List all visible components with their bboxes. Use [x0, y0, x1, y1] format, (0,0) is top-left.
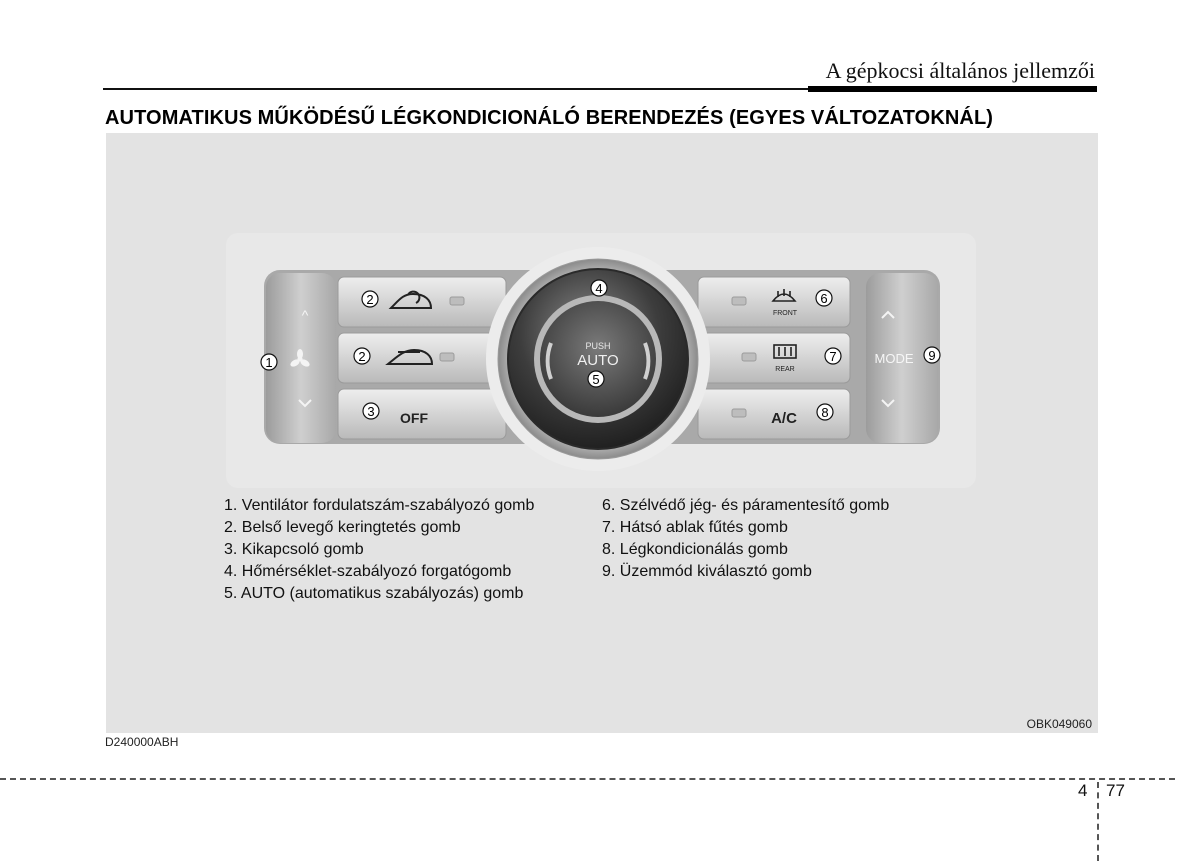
callout-2-recirculation: [362, 291, 378, 307]
callout-6: [816, 290, 832, 306]
chapter-number: 4: [1078, 781, 1088, 800]
caption-item: 3. Kikapcsoló gomb: [224, 541, 364, 558]
chevron-up-icon: ^: [301, 307, 309, 323]
svg-text:1: 1: [265, 355, 273, 370]
indicator-led: [732, 297, 746, 305]
callout-4: [591, 280, 607, 296]
caption-list-right: [602, 495, 889, 583]
front-label: FRONT: [772, 310, 798, 317]
off-label: OFF: [400, 410, 428, 426]
svg-text:6: 6: [820, 291, 828, 306]
mode-label: MODE: [874, 351, 914, 366]
svg-text:8: 8: [821, 405, 829, 420]
svg-text:9: 9: [928, 348, 936, 363]
caption-item: 2. Belső levegő keringtetés gomb: [224, 519, 461, 536]
push-label: PUSH: [585, 341, 611, 351]
svg-text:7: 7: [829, 349, 837, 364]
section-title: AUTOMATIKUS MŰKÖDÉSŰ LÉGKONDICIONÁLÓ BERENDEZÉS (EGYES VÁLTOZATOKNÁL): [105, 107, 994, 129]
caption-item: 8. Légkondicionálás gomb: [602, 541, 788, 558]
figure-code: OBK049060: [1026, 717, 1092, 731]
rear-label: REAR: [775, 366, 795, 373]
caption-item: 5. AUTO (automatikus szabályozás) gomb: [224, 585, 524, 602]
document-code: D240000ABH: [105, 735, 179, 749]
svg-text:2: 2: [366, 292, 374, 307]
ac-label: A/C: [771, 410, 797, 427]
caption-item: 7. Hátsó ablak fűtés gomb: [602, 519, 788, 536]
caption-list-left: [224, 495, 534, 605]
indicator-led: [450, 297, 464, 305]
header-rule-accent: [808, 86, 1097, 92]
running-header-title: A gépkocsi általános jellemzői: [825, 58, 1095, 83]
svg-text:3: 3: [367, 404, 375, 419]
climate-control-figure: [106, 133, 1098, 733]
auto-label: AUTO: [577, 352, 619, 369]
callout-2-fresh-air: [354, 348, 370, 364]
footer-dashed-rule: [0, 778, 1175, 780]
indicator-led: [742, 353, 756, 361]
indicator-led: [732, 409, 746, 417]
indicator-led: [440, 353, 454, 361]
caption-item: 4. Hőmérséklet-szabályozó forgatógomb: [224, 563, 512, 580]
caption-item: 9. Üzemmód kiválasztó gomb: [602, 563, 812, 580]
callout-5: [588, 371, 604, 387]
footer-dashed-divider: [1097, 782, 1099, 861]
callout-3: [363, 403, 379, 419]
page-number: 77: [1106, 781, 1125, 800]
caption-item: 1. Ventilátor fordulatszám-szabályozó gomb: [224, 497, 535, 514]
caption-item: 6. Szélvédő jég- és páramentesítő gomb: [602, 497, 890, 514]
svg-text:5: 5: [592, 372, 600, 387]
callout-8: [817, 404, 833, 420]
callout-1: [261, 354, 277, 370]
callout-9: [924, 347, 940, 363]
climate-panel-illustration: [106, 133, 1098, 493]
svg-text:2: 2: [358, 349, 366, 364]
svg-text:4: 4: [595, 281, 603, 296]
callout-7: [825, 348, 841, 364]
